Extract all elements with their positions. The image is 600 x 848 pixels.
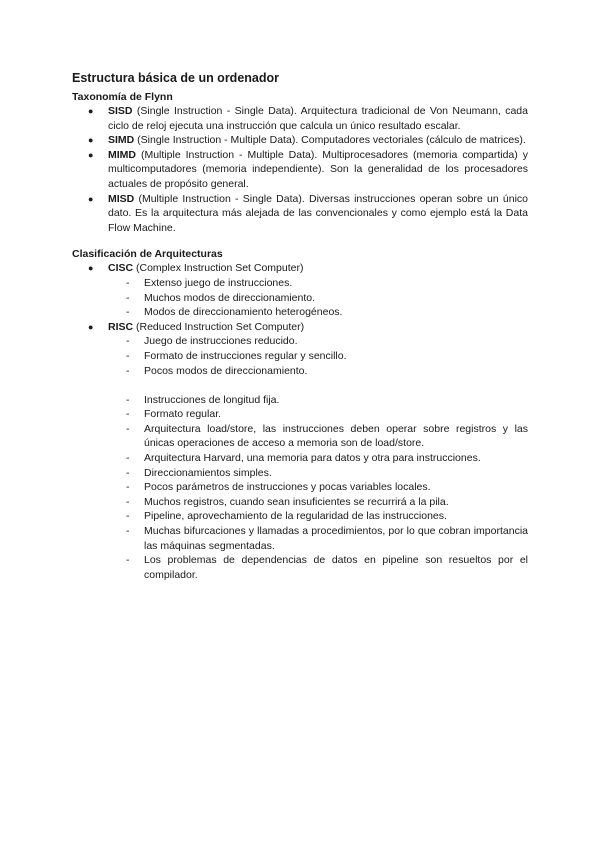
flynn-item-mimd: ● MIMD (Multiple Instruction - Multiple Data). Multiprocesadores (memoria compartida) y multicomputadores (memoria independiente). Son la generalidad de los procesadores actuales de propósito general.	[88, 148, 528, 190]
list-item: - Formato de instrucciones regular y sencillo.	[126, 349, 347, 362]
list-item: - Muchos modos de direccionamiento.	[126, 291, 316, 304]
bullet-icon: ●	[88, 106, 94, 116]
list-item: - Arquitectura Harvard, una memoria para datos y otra para instrucciones.	[126, 452, 481, 465]
document-page	[72, 70, 528, 582]
flynn-item-sisd: ● SISD (Single Instruction - Single Data). Arquitectura tradicional de Von Neumann, cada ciclo de reloj ejecuta una instrucción que calcula un único resultado escalar.	[88, 105, 528, 132]
bullet-icon: ●	[88, 193, 94, 204]
list-item: - Muchas bifurcaciones y llamadas a procedimientos, por lo que cobran importancia las máquinas segmentadas.	[126, 525, 528, 552]
flynn-item-misd: ● MISD (Multiple Instruction - Single Data). Diversas instrucciones operan sobre un único dato. Es la arquitectura más alejada de las convencionales y como ejemplo está la Data Flow Machine.	[88, 192, 528, 234]
list-item: - Direccionamientos simples.	[126, 466, 272, 479]
clasificacion-heading: Clasificación de Arquitecturas	[72, 248, 223, 261]
bullet-icon: ●	[88, 321, 94, 332]
list-item: - Muchos registros, cuando sean insuficientes se recurrirá a la pila.	[126, 495, 449, 508]
bullet-icon: ●	[88, 149, 94, 160]
cisc-points	[108, 276, 528, 320]
flynn-item-simd: ● SIMD (Single Instruction - Multiple Data). Computadores vectoriales (cálculo de matrices).	[88, 134, 526, 147]
flynn-list	[72, 104, 528, 235]
list-item: - Pocos parámetros de instrucciones y pocas variables locales.	[126, 481, 431, 494]
list-item: - Arquitectura load/store, las instrucciones deben operar sobre registros y las únicas operaciones de acceso a memoria son de load/store.	[126, 422, 528, 450]
list-item: - Juego de instrucciones reducido.	[126, 335, 298, 348]
list-item: - Instrucciones de longitud fija.	[126, 393, 280, 406]
arch-item-risc: ● RISC (Reduced Instruction Set Computer) - Juego de instrucciones reducido. - Formato de instrucciones regular y sencillo. - Pocos modos de direccionamiento. - Instrucciones de longitud fija. - Formato regular. - Arquitectura load/store, las instrucciones deben operar sobre registros y las únicas operaciones de acceso a memoria son de load/store. - Arquitectura Harvard, una memoria para datos y otra para instrucciones. - Direccionamientos simples. - Pocos parámetros de instrucciones y pocas variables locales. - Muchos registros, cuando sean insuficientes se recurrirá a la pila. - Pipeline, aprovechamiento de la regularidad de las instrucciones. - Muchas bifurcaciones y llamadas a procedimientos, por lo que cobran importancia las máquinas segmentadas. - Los problemas de dependencias de datos en pipeline son resueltos por el compilador.	[72, 320, 528, 583]
bullet-icon: ●	[88, 135, 94, 146]
flynn-heading: Taxonomía de Flynn	[72, 91, 173, 103]
list-item: - Pocos modos de direccionamiento.	[126, 364, 308, 377]
list-item: - Modos de direccionamiento heterogéneos.	[126, 306, 343, 319]
bullet-icon: ●	[88, 263, 94, 274]
list-item: - Los problemas de dependencias de datos en pipeline son resueltos por el compilador.	[126, 554, 528, 581]
list-item: - Pipeline, aprovechamiento de la regularidad de las instrucciones.	[126, 510, 447, 523]
arch-list	[72, 261, 528, 582]
arch-item-cisc: ● CISC (Complex Instruction Set Computer) - Extenso juego de instrucciones. - Muchos modos de direccionamiento. - Modos de direccionamiento heterogéneos.	[72, 261, 528, 319]
risc-points-a	[108, 334, 528, 378]
page-title: Estructura básica de un ordenador	[72, 71, 279, 85]
risc-points-b	[108, 393, 528, 583]
list-item: - Formato regular.	[126, 408, 222, 421]
spacer	[108, 378, 528, 393]
list-item: - Extenso juego de instrucciones.	[126, 276, 293, 289]
